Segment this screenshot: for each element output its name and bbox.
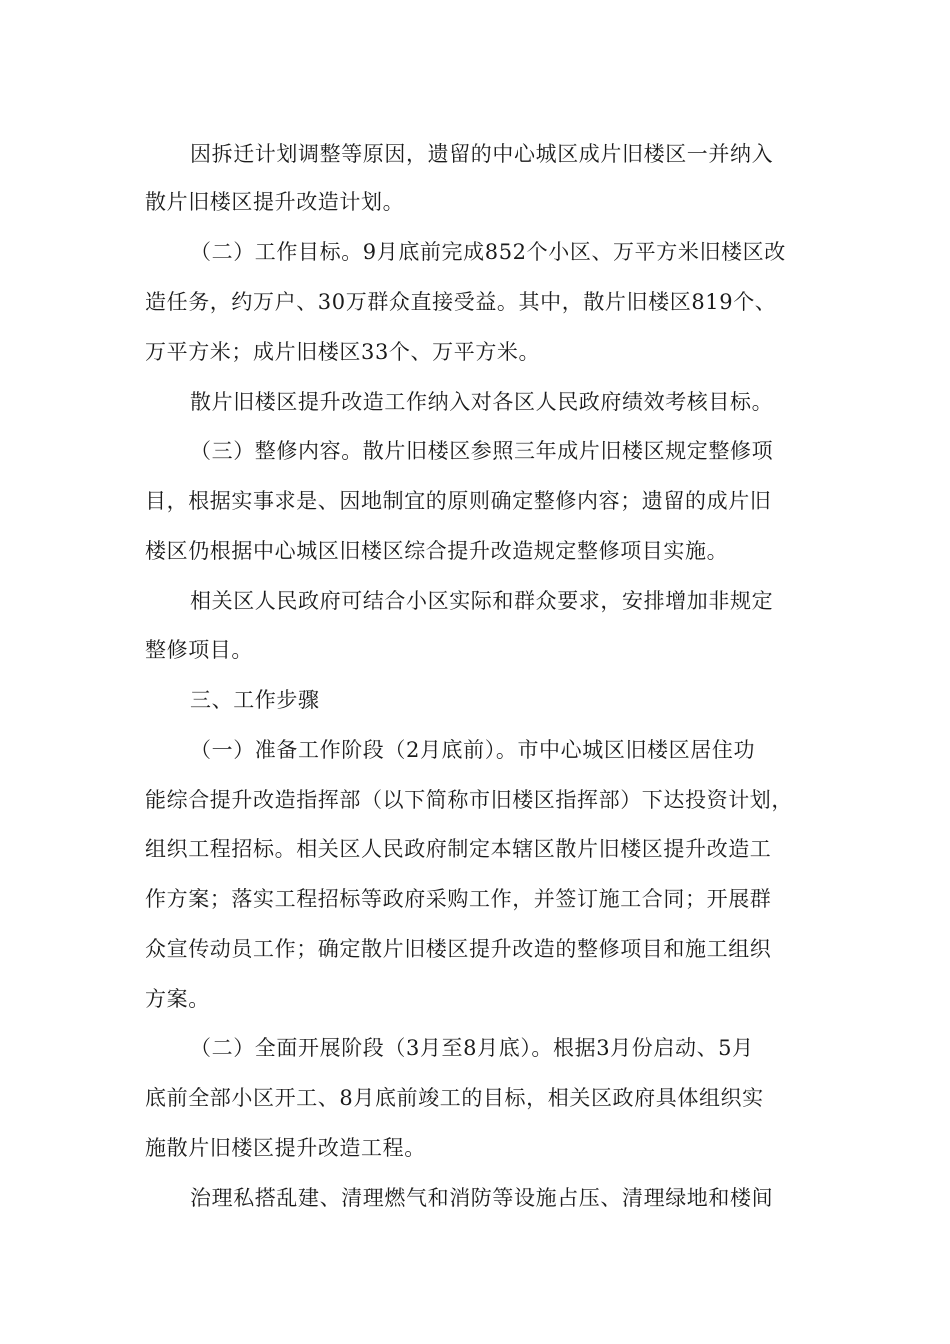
text-line: 散片旧楼区提升改造计划。 (145, 190, 405, 214)
text-line: 方案。 (145, 987, 210, 1011)
text-line: 造任务，约万户、30万群众直接受益。其中，散片旧楼区819个、 (145, 290, 777, 314)
text-line: 相关区人民政府可结合小区实际和群众要求，安排增加非规定 (190, 589, 774, 613)
text-line: 因拆迁计划调整等原因，遗留的中心城区成片旧楼区一并纳入 (190, 142, 774, 166)
text-line: 治理私搭乱建、清理燃气和消防等设施占压、清理绿地和楼间 (190, 1186, 774, 1210)
text-line: 整修项目。 (145, 638, 253, 662)
text-line: 目，根据实事求是、因地制宜的原则确定整修内容；遗留的成片旧 (145, 489, 772, 513)
text-line: 施散片旧楼区提升改造工程。 (145, 1136, 426, 1160)
text-line: 散片旧楼区提升改造工作纳入对各区人民政府绩效考核目标。 (190, 390, 774, 414)
section-heading: 三、工作步骤 (190, 688, 320, 712)
text-line: （二）全面开展阶段（3月至8月底）。根据3月份启动、5月 (190, 1036, 754, 1060)
text-line: 万平方米；成片旧楼区33个、万平方米。 (145, 340, 541, 364)
text-line: 作方案；落实工程招标等政府采购工作，并签订施工合同；开展群 (145, 887, 772, 911)
text-line: 能综合提升改造指挥部（以下简称市旧楼区指挥部）下达投资计划， (145, 788, 793, 812)
text-line: （一）准备工作阶段（2月底前）。市中心城区旧楼区居住功 (190, 738, 756, 762)
text-line: 众宣传动员工作；确定散片旧楼区提升改造的整修项目和施工组织 (145, 937, 772, 961)
text-line: （二）工作目标。9月底前完成852个小区、万平方米旧楼区改 (190, 240, 786, 264)
text-line: 底前全部小区开工、8月底前竣工的目标，相关区政府具体组织实 (145, 1086, 764, 1110)
text-line: 楼区仍根据中心城区旧楼区综合提升改造规定整修项目实施。 (145, 539, 729, 563)
text-line: 组织工程招标。相关区人民政府制定本辖区散片旧楼区提升改造工 (145, 837, 772, 861)
text-line: （三）整修内容。散片旧楼区参照三年成片旧楼区规定整修项 (190, 439, 774, 463)
